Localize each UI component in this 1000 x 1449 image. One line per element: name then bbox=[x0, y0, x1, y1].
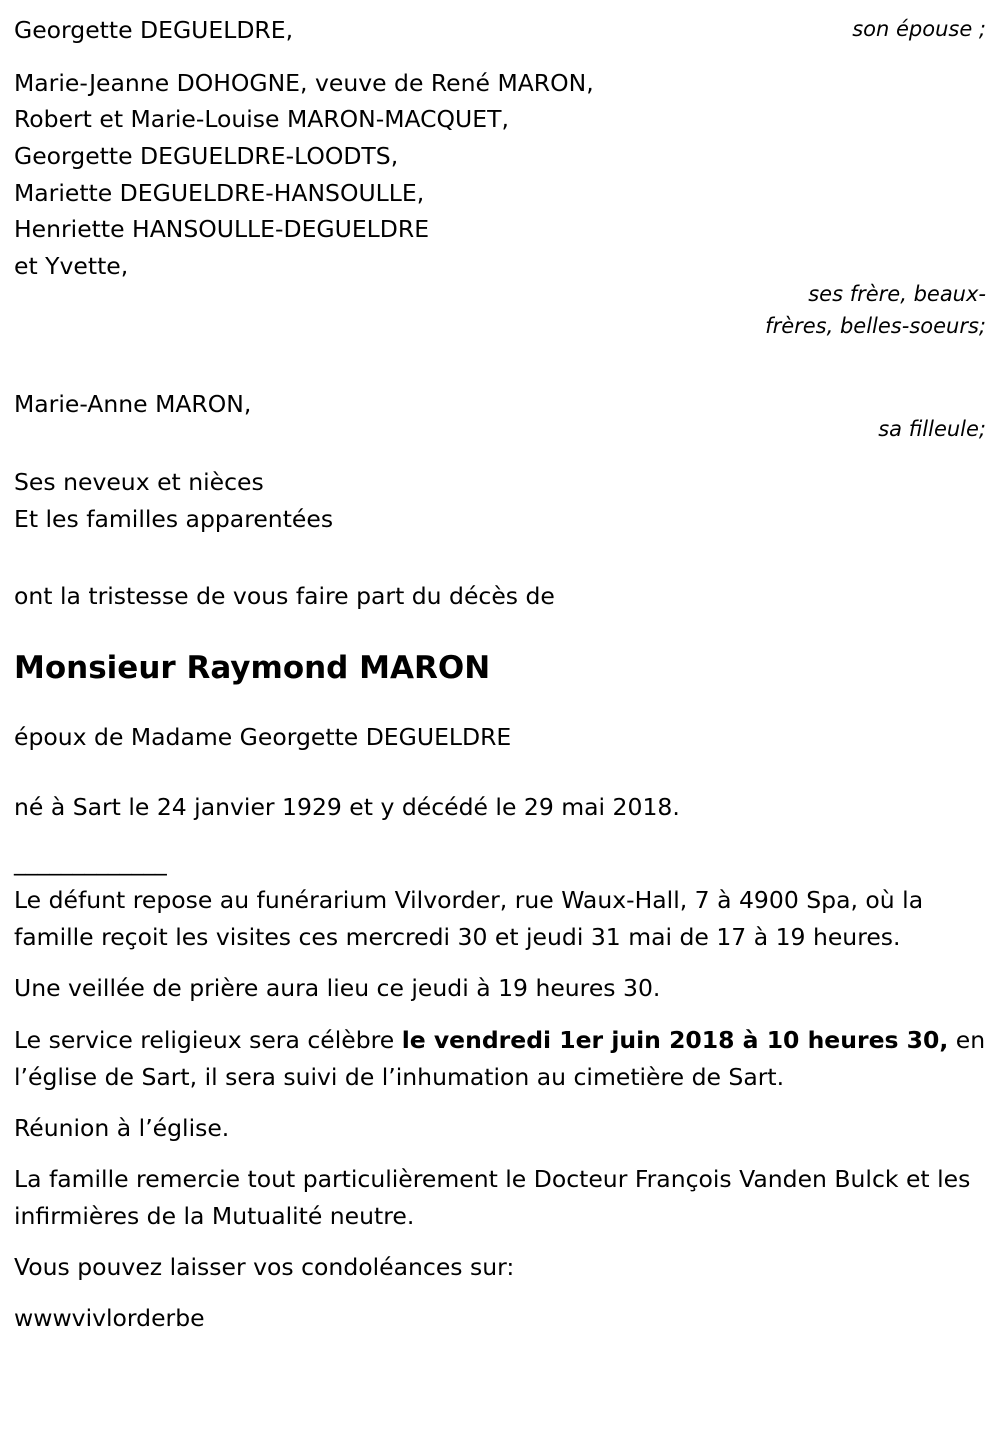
service-suffix: en l’église de Sart, il sera suivi de l’inhumation au cimetière de Sart. bbox=[14, 1025, 986, 1091]
goddaughter-row bbox=[14, 386, 986, 446]
birth-death-line: né à Sart le 24 janvier 1929 et y décédé le 29 mai 2018. bbox=[14, 793, 680, 822]
announce-line: ont la tristesse de vous faire part du décès de bbox=[14, 581, 555, 610]
goddaughter-name-col bbox=[14, 386, 251, 423]
family-name-5: Henriette HANSOULLE-DEGUELDRE bbox=[14, 215, 430, 244]
funeral-home-paragraph: Le défunt repose au funérarium Vilvorder, rue Waux-Hall, 7 à 4900 Spa, où la famille reçoit les visites ces mercredi 30 et jeudi 31 mai de 17 à 19 heures. bbox=[14, 886, 924, 952]
nephews-nieces-line: Ses neveux et nièces bbox=[14, 468, 264, 497]
condolences-line: Vous pouvez laisser vos condoléances sur: bbox=[14, 1253, 515, 1282]
religious-service-paragraph bbox=[14, 1022, 986, 1096]
service-datetime: le vendredi 1er juin 2018 à 10 heures 30, bbox=[401, 1025, 949, 1054]
family-name-1: Marie-Jeanne DOHOGNE, veuve de René MARON, bbox=[14, 68, 594, 97]
relatives-block bbox=[14, 464, 986, 537]
meeting-line: Réunion à l’église. bbox=[14, 1113, 230, 1142]
spacer bbox=[14, 49, 986, 65]
divider bbox=[14, 848, 986, 876]
spouse-of-line: époux de Madame Georgette DEGUELDRE bbox=[14, 722, 512, 751]
website-line[interactable]: wwwvivlorderbe bbox=[14, 1304, 205, 1333]
family-row bbox=[14, 65, 986, 343]
family-name-2: Robert et Marie-Louise MARON-MACQUET, bbox=[14, 105, 509, 134]
details-block bbox=[14, 882, 986, 1337]
thanks-paragraph: La famille remercie tout particulièrement le Docteur François Vanden Bulck et les infirmières de la Mutualité neutre. bbox=[14, 1164, 971, 1231]
deceased-name: Monsieur Raymond MARON bbox=[14, 650, 491, 687]
spacer bbox=[14, 342, 986, 386]
divider-text: _____________ bbox=[14, 847, 167, 876]
deceased-name-block bbox=[14, 648, 986, 688]
spouse-of-block bbox=[14, 719, 986, 756]
service-prefix: Le service religieux sera célèbre bbox=[14, 1025, 402, 1054]
spouse-label: son épouse ; bbox=[852, 17, 986, 41]
goddaughter-name: Marie-Anne MARON, bbox=[14, 390, 252, 419]
family-names-col bbox=[14, 65, 594, 285]
spouse-row bbox=[14, 12, 986, 49]
spouse-name: Georgette DEGUELDRE, bbox=[14, 16, 294, 44]
family-label: ses frère, beaux-frères, belles-soeurs; bbox=[765, 281, 986, 338]
birth-death-block bbox=[14, 789, 986, 826]
related-families-line: Et les familles apparentées bbox=[14, 505, 334, 534]
family-name-4: Mariette DEGUELDRE-HANSOULLE, bbox=[14, 178, 425, 207]
spouse-name-col bbox=[14, 12, 293, 49]
announcement-block bbox=[14, 578, 986, 615]
vigil-line: Une veillée de prière aura lieu ce jeudi à 19 heures 30. bbox=[14, 974, 661, 1003]
goddaughter-label: sa filleule; bbox=[878, 417, 986, 442]
family-name-6: et Yvette, bbox=[14, 251, 129, 280]
family-name-3: Georgette DEGUELDRE-LOODTS, bbox=[14, 141, 399, 170]
